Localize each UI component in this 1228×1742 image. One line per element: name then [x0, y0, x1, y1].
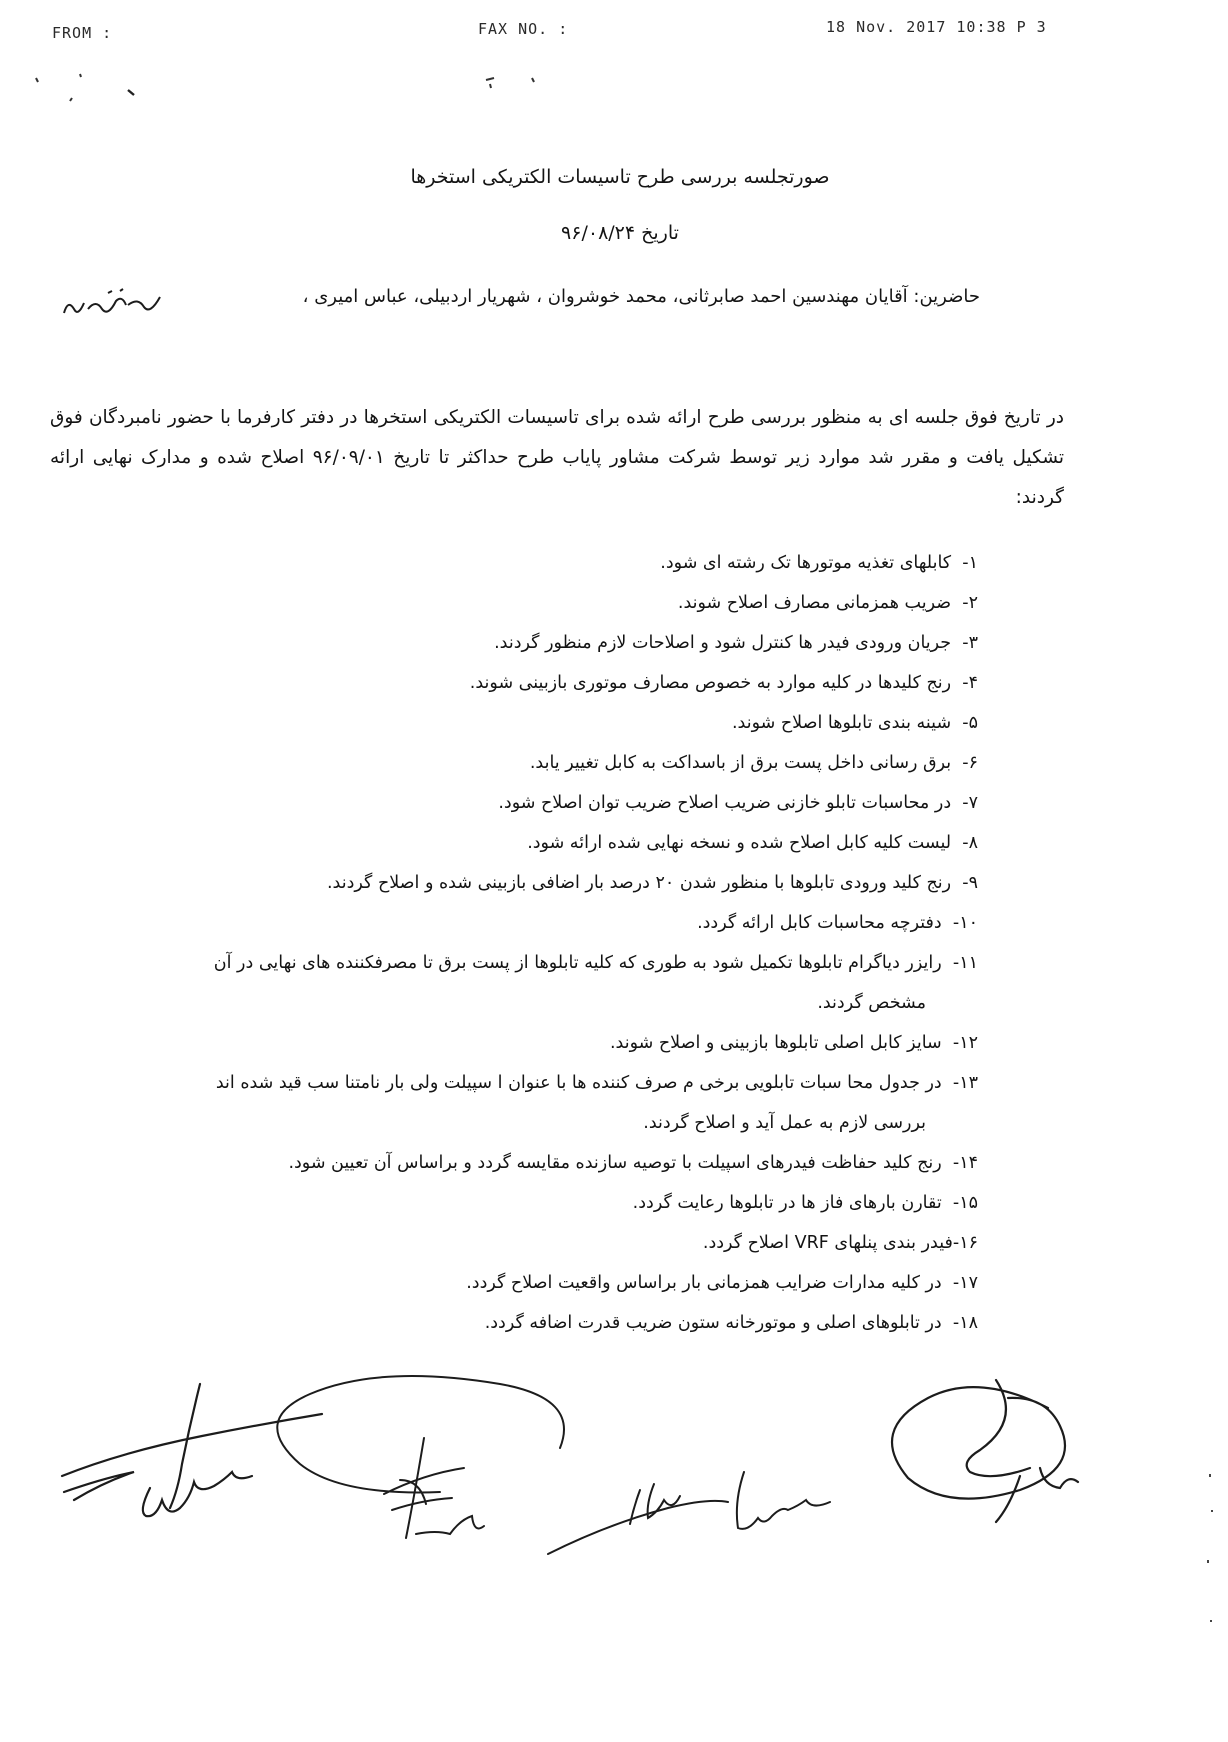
action-item-9: ۹- رنج کلید ورودی تابلوها با منظور شدن ۲۰ درصد بار اضافی بازبینی شده و اصلاح گردند.: [326, 873, 978, 893]
attendees-line: حاضرین: آقایان مهندسین احمد صابرثانی، محمد خوشروان ، شهریار اردبیلی، عباس امیری ،: [302, 286, 980, 307]
intro-paragraph: در تاریخ فوق جلسه ای به منظور بررسی طرح ارائه شده برای تاسیسات الکتریکی استخرها در دفتر کارفرما با حضور نامبردگان فوق تشکیل یافت و مقرر شد موارد زیر توسط شرکت مشاور پایاب طرح حداکثر تا تاریخ ۹۶/۰۹/۰۱ اصلاح شده و مدارک نهایی ارائه گردند:: [50, 407, 1064, 508]
action-item-13-continuation: بررسی لازم به عمل آید و اصلاح گردند.: [643, 1113, 926, 1133]
action-item-7: ۷- در محاسبات تابلو خازنی ضریب اصلاح ضریب توان اصلاح شود.: [498, 793, 978, 813]
action-item-12: ۱۲- سایز کابل اصلی تابلوها بازبینی و اصلاح شوند.: [609, 1033, 978, 1053]
action-item-8: ۸- لیست کلیه کابل اصلاح شده و نسخه نهایی شده ارائه شود.: [527, 833, 978, 853]
fax-number-label: FAX NO. :: [478, 20, 569, 38]
action-item-6: ۶- برق رسانی داخل پست برق از باسداکت به کابل تغییر یابد.: [529, 753, 978, 773]
signature-1: [62, 1384, 322, 1516]
action-item-18: ۱۸- در تابلوهای اصلی و موتورخانه ستون ضریب قدرت اضافه گردد.: [484, 1313, 978, 1333]
action-item-5: ۵- شینه بندی تابلوها اصلاح شوند.: [731, 713, 978, 733]
action-item-11-continuation: مشخص گردند.: [817, 993, 926, 1013]
action-item-16: ۱۶-فیدر بندی پنلهای VRF اصلاح گردد.: [702, 1233, 978, 1253]
action-item-2: ۲- ضریب همزمانی مصارف اصلاح شوند.: [677, 593, 978, 613]
action-items-list: [214, 543, 978, 1343]
action-item-17: ۱۷- در کلیه مدارات ضرایب همزمانی بار براساس واقعیت اصلاح گردد.: [466, 1273, 978, 1293]
scan-specks-right: [1198, 1470, 1222, 1670]
action-item-10: ۱۰- دفترچه محاسبات کابل ارائه گردد.: [697, 913, 978, 933]
action-item-14: ۱۴- رنج کلید حفاظت فیدرهای اسپیلت با توصیه سازنده مقایسه گردد و براساس آن تعیین شود.: [288, 1153, 978, 1173]
document-title: صورتجلسه بررسی طرح تاسیسات الکتریکی استخرها: [410, 166, 830, 188]
action-item-3: ۳- جریان ورودی فیدر ها کنترل شود و اصلاحات لازم منظور گردند.: [494, 633, 978, 653]
action-item-11: ۱۱- رایزر دیاگرام تابلوها تکمیل شود به طوری که کلیه تابلوها از پست برق تا مصرفکننده های نهایی در آن مشخص گردند.: [214, 943, 978, 1023]
fax-from-label: FROM :: [52, 24, 113, 42]
action-item-1: ۱- کابلهای تغذیه موتورها تک رشته ای شود.: [660, 553, 978, 573]
handwritten-attendee-name: [58, 283, 168, 325]
signature-4: [892, 1380, 1078, 1522]
document-date: تاریخ ۹۶/۰۸/۲۴: [561, 222, 679, 244]
signature-2: [277, 1376, 564, 1538]
signature-3: [548, 1472, 830, 1554]
signatures-area: [0, 1360, 1228, 1600]
fax-date-page: 18 Nov. 2017 10:38 P 3: [826, 18, 1047, 36]
action-item-15: ۱۵- تقارن بارهای فاز ها در تابلوها رعایت گردد.: [632, 1193, 978, 1213]
action-item-13: ۱۳- در جدول محا سبات تابلویی برخی م صرف کننده ها با عنوان ا سپیلت ولی بار نامتنا سب قید شده اند بررسی لازم به عمل آید و اصلاح گردند.: [214, 1063, 978, 1143]
action-item-4: ۴- رنج کلیدها در کلیه موارد به خصوص مصارف موتوری بازبینی شوند.: [469, 673, 978, 693]
